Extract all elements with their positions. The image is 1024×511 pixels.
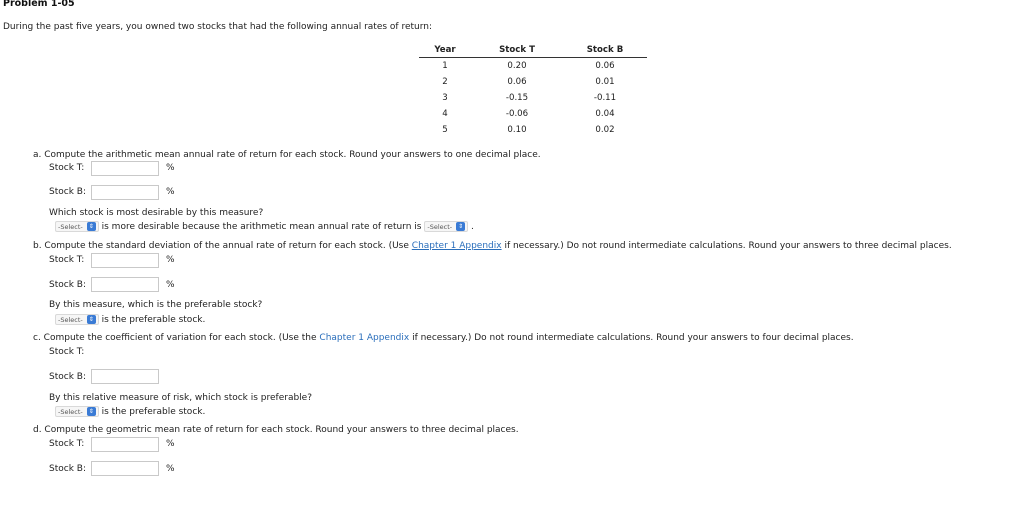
part-d-stock-t-unit: % xyxy=(166,439,175,449)
part-b-prompt xyxy=(33,241,952,251)
part-b-prompt-pre: b. Compute the standard deviation of the annual rate of return for each stock. (Use xyxy=(33,241,409,251)
header-stock-b: Stock B xyxy=(563,45,647,58)
part-c-question: By this relative measure of risk, which stock is preferable? xyxy=(49,393,312,403)
table-row xyxy=(419,58,647,75)
year-cell: 5 xyxy=(442,125,448,135)
stock-t-cell: -0.06 xyxy=(505,109,529,119)
part-b-stock-b-label: Stock B: xyxy=(49,280,86,290)
table-header-row xyxy=(419,45,647,58)
table-row xyxy=(419,122,647,138)
part-a-stock-b-input[interactable] xyxy=(91,185,159,200)
part-a-stock-t-input[interactable] xyxy=(91,161,159,176)
part-b-stock-b-input[interactable] xyxy=(91,277,159,292)
part-b-stock-t-unit: % xyxy=(166,255,175,265)
year-cell: 3 xyxy=(442,93,448,103)
stock-b-cell: 0.01 xyxy=(595,77,615,87)
stock-t-cell: 0.06 xyxy=(507,77,527,87)
part-d-prompt: d. Compute the geometric mean rate of return for each stock. Round your answers to three decimal places. xyxy=(33,425,519,435)
part-d-stock-t-input[interactable] xyxy=(91,437,159,452)
stock-b-cell: 0.02 xyxy=(595,125,615,135)
select-text: -Select- xyxy=(58,315,83,324)
year-cell: 2 xyxy=(442,77,448,87)
part-d-stock-t-label: Stock T: xyxy=(49,439,85,449)
part-a-stock-t-unit: % xyxy=(166,163,175,173)
stock-b-cell: -0.11 xyxy=(593,93,617,103)
part-c-stock-b-input[interactable] xyxy=(91,369,159,384)
table-row xyxy=(419,74,647,90)
part-a-stock-b-label: Stock B: xyxy=(49,187,86,197)
part-a-end: . xyxy=(470,222,474,232)
part-b-stock-select[interactable] xyxy=(55,314,99,325)
part-a-stock-b-unit: % xyxy=(166,187,175,197)
header-stock-t: Stock T xyxy=(471,45,563,58)
header-year: Year xyxy=(419,45,471,58)
part-c-stock-select[interactable] xyxy=(55,406,99,417)
part-d-stock-b-input[interactable] xyxy=(91,461,159,476)
problem-title: Problem 1-05 xyxy=(3,0,75,9)
select-arrows-icon: ⇕ xyxy=(88,223,94,230)
part-a-comparison-select[interactable] xyxy=(424,221,468,232)
part-b-stock-b-unit: % xyxy=(166,280,175,290)
year-cell: 1 xyxy=(442,61,448,71)
part-a-question: Which stock is most desirable by this measure? xyxy=(49,208,264,218)
stock-t-cell: 0.20 xyxy=(507,61,527,71)
part-a-answer-line xyxy=(55,221,474,232)
part-c-stock-b-label: Stock B: xyxy=(49,372,86,382)
part-b-question: By this measure, which is the preferable stock? xyxy=(49,300,263,310)
part-d-stock-b-label: Stock B: xyxy=(49,464,86,474)
select-text: -Select- xyxy=(427,222,453,231)
part-b-prompt-post: if necessary.) Do not round intermediate calculations. Round your answers to three decimal places. xyxy=(504,241,952,251)
select-arrows-icon: ⇕ xyxy=(88,408,94,415)
part-b-answer-line xyxy=(55,314,205,325)
part-b-stock-t-label: Stock T: xyxy=(49,255,85,265)
year-cell: 4 xyxy=(442,109,448,119)
select-arrows-icon: ⇕ xyxy=(88,316,94,323)
intro-text: During the past five years, you owned two stocks that had the following annual rates of return: xyxy=(3,22,433,32)
part-c-after: is the preferable stock. xyxy=(101,407,206,417)
table-row xyxy=(419,106,647,122)
stock-t-cell: 0.10 xyxy=(507,125,527,135)
part-b-after: is the preferable stock. xyxy=(101,315,206,325)
select-text: -Select- xyxy=(58,407,83,416)
part-a-prompt: a. Compute the arithmetic mean annual rate of return for each stock. Round your answers to one decimal place. xyxy=(33,150,541,160)
part-c-appendix-link[interactable]: Chapter 1 Appendix xyxy=(319,333,410,343)
stock-t-cell: -0.15 xyxy=(505,93,529,103)
part-a-stock-select[interactable] xyxy=(55,221,99,232)
part-d-stock-b-unit: % xyxy=(166,464,175,474)
table-row xyxy=(419,90,647,106)
part-c-stock-t-label: Stock T: xyxy=(49,347,85,357)
stock-b-cell: 0.04 xyxy=(595,109,615,119)
part-a-stock-t-label: Stock T: xyxy=(49,163,85,173)
part-c-prompt-post: if necessary.) Do not round intermediate calculations. Round your answers to four decimal places. xyxy=(412,333,854,343)
part-c-answer-line xyxy=(55,406,205,417)
returns-table xyxy=(419,45,647,138)
part-c-prompt xyxy=(33,333,854,343)
select-text: -Select- xyxy=(58,222,83,231)
part-c-prompt-pre: c. Compute the coefficient of variation for each stock. (Use the xyxy=(33,333,317,343)
stock-b-cell: 0.06 xyxy=(595,61,615,71)
select-arrows-icon: ⇕ xyxy=(458,223,464,230)
part-b-stock-t-input[interactable] xyxy=(91,253,159,268)
part-a-middle-text: is more desirable because the arithmetic mean annual rate of return is xyxy=(101,222,422,232)
part-b-appendix-link[interactable]: Chapter 1 Appendix xyxy=(411,241,502,251)
